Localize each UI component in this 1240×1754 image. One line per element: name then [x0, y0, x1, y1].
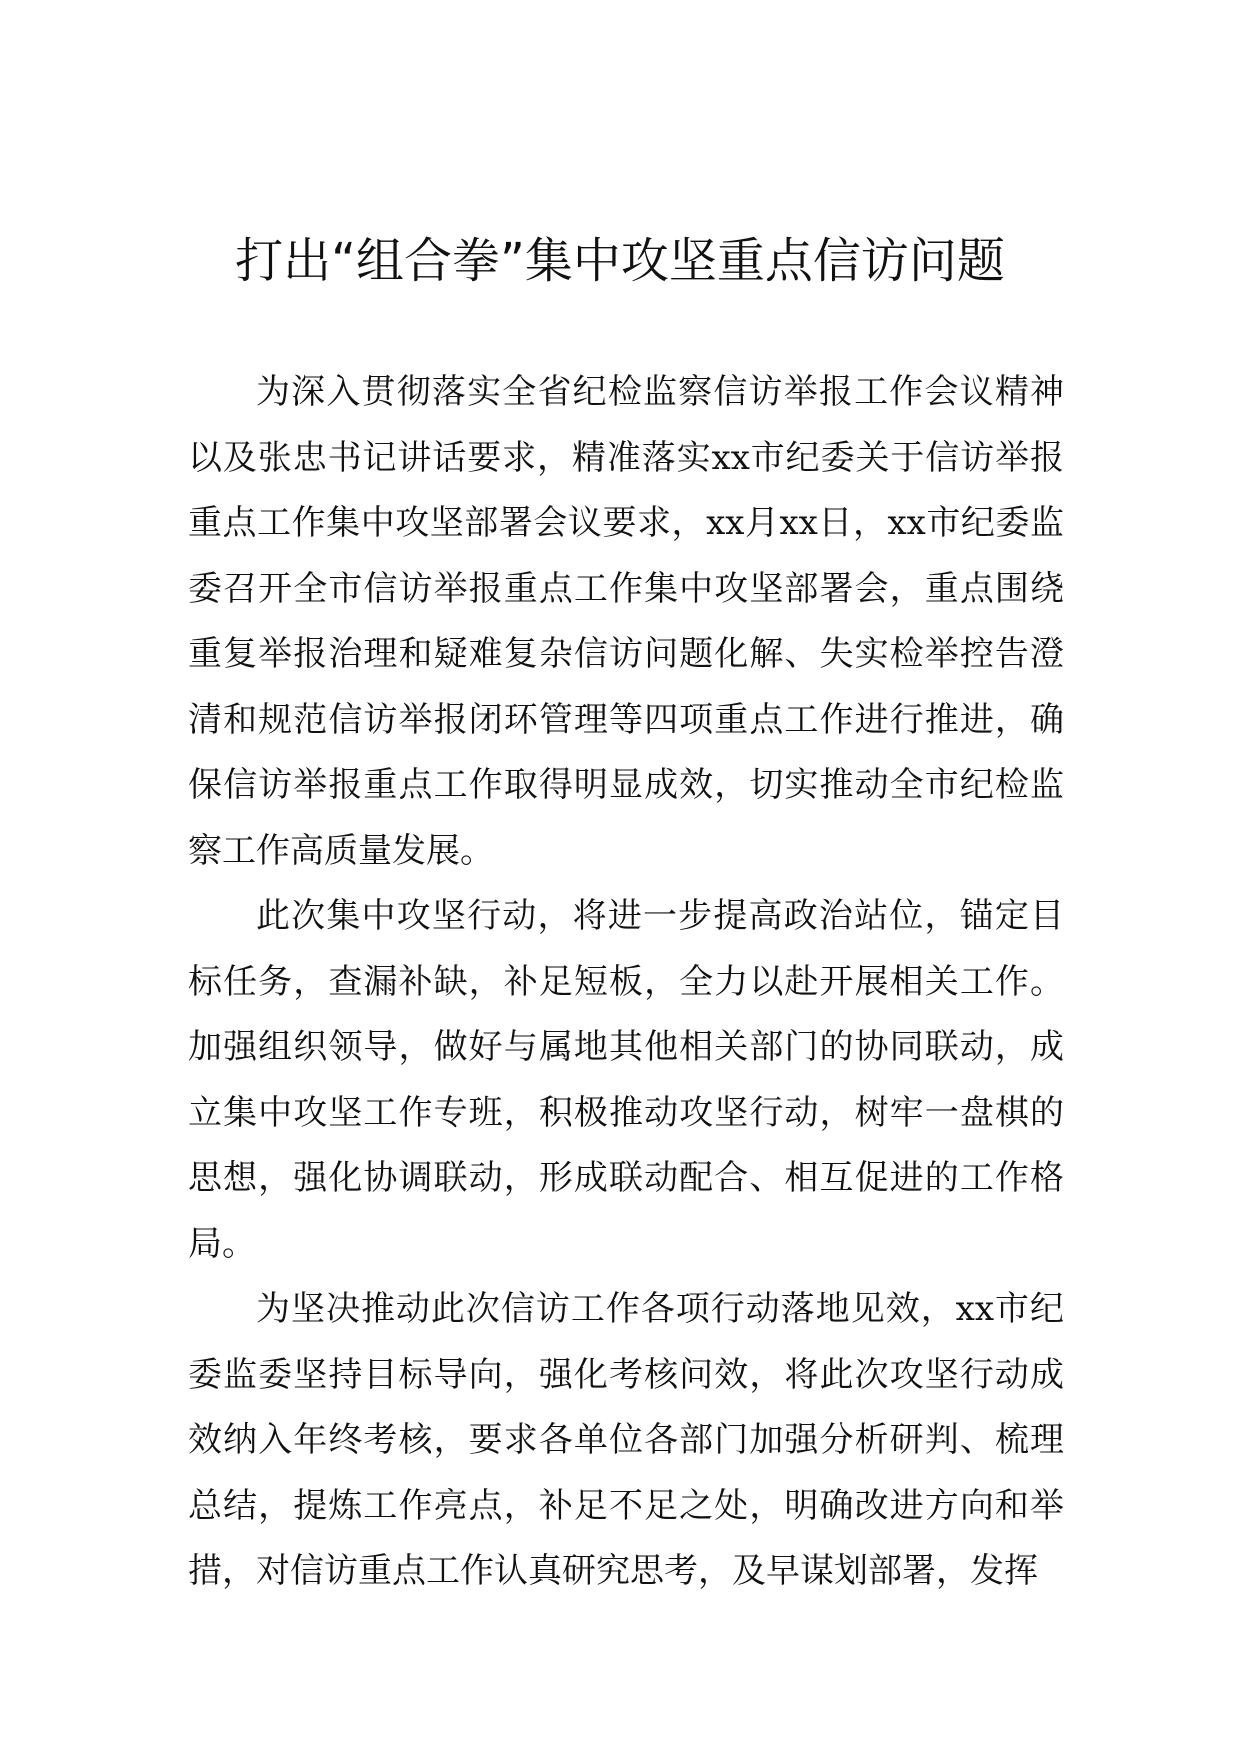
paragraph-2: 此次集中攻坚行动，将进一步提高政治站位，锚定目标任务，查漏补缺，补足短板，全力以赴开展相关工作。加强组织领导，做好与属地其他相关部门的协同联动，成立集中攻坚工作专班，积极推动攻坚行动，树牢一盘棋的思想，强化协调联动，形成联动配合、相互促进的工作格局。	[188, 896, 1064, 1264]
document-body	[188, 360, 1064, 1605]
document-title: 打出“组合拳”集中攻坚重点信访问题	[235, 233, 1005, 289]
paragraph-3: 为坚决推动此次信访工作各项行动落地见效，xx市纪委监委坚持目标导向，强化考核问效，将此次攻坚行动成效纳入年终考核，要求各单位各部门加强分析研判、梳理总结，提炼工作亮点，补足不足之处，明确改进方向和举措，对信访重点工作认真研究思考，及早谋划部署，发挥	[188, 1289, 1064, 1591]
paragraph-1: 为深入贯彻落实全省纪检监察信访举报工作会议精神以及张忠书记讲话要求，精准落实xx市纪委关于信访举报重点工作集中攻坚部署会议要求，xx月xx日，xx市纪委监委召开全市信访举报重点工作集中攻坚部署会，重点围绕重复举报治理和疑难复杂信访问题化解、失实检举控告澄清和规范信访举报闭环管理等四项重点工作进行推进，确保信访举报重点工作取得明显成效，切实推动全市纪检监察工作高质量发展。	[188, 372, 1064, 871]
